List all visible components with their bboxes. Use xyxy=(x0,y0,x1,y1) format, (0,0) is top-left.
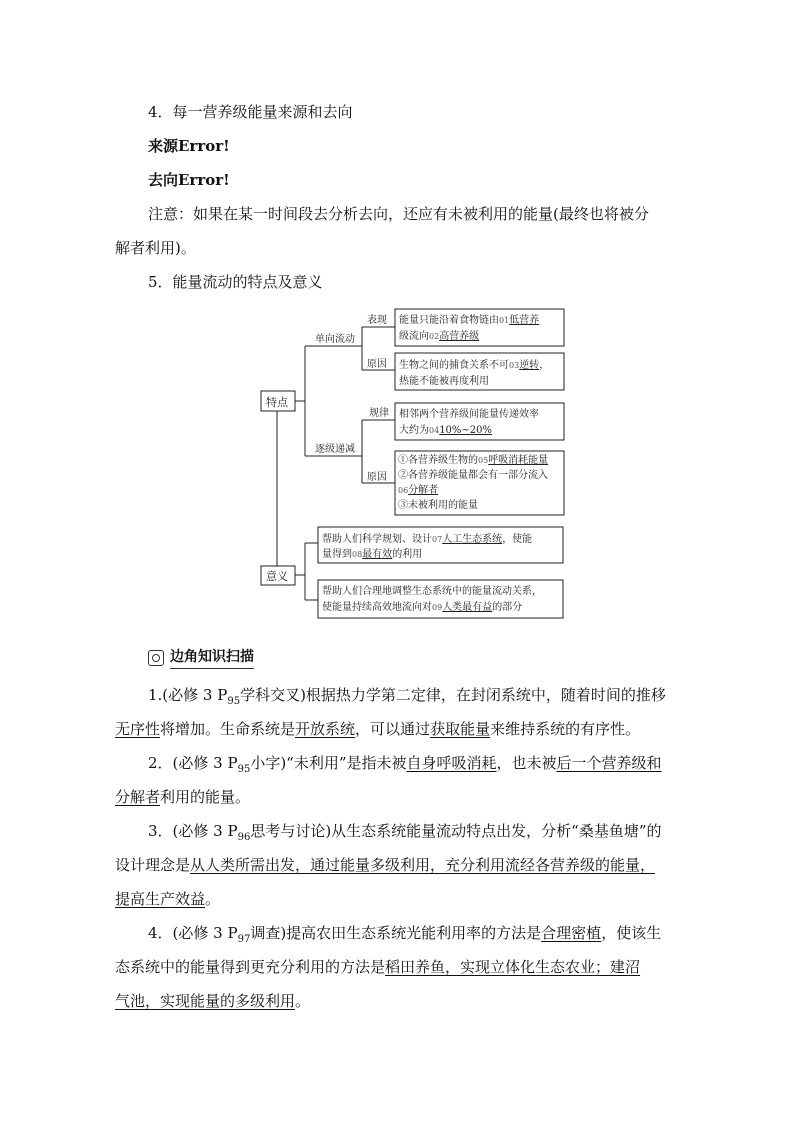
energy-flow-diagram xyxy=(0,300,794,640)
svg-text:能量只能沿着食物链由01低营养: 能量只能沿着食物链由01低营养 xyxy=(399,315,540,326)
svg-text:帮助人们合理地调整生态系统中的能量流动关系，: 帮助人们合理地调整生态系统中的能量流动关系， xyxy=(322,586,542,597)
svg-text:热能不能被再度利用: 热能不能被再度利用 xyxy=(399,376,489,387)
item-2-line-2: 分解者利用的能量。 xyxy=(115,788,251,806)
section-title: 边角知识扫描 xyxy=(170,646,254,669)
item-2-line-1: 2．(必修 3 $P_{95}$小字)“未利用”是指未被自身呼吸消耗，也未被后一个营养级和 xyxy=(148,754,662,775)
svg-text:③未被利用的能量: ③未被利用的能量 xyxy=(398,500,478,511)
note-line-1: 注意：如果在某一时间段去分析去向，还应有未被利用的能量(最终也将被分 xyxy=(148,205,649,223)
label-reason-2: 原因 xyxy=(367,472,387,483)
svg-text:级流向02高营养级: 级流向02高营养级 xyxy=(399,331,480,342)
item-4-line-2: 态系统中的能量得到更充分利用的方法是稻田养鱼，实现立体化生态农业；建沼 xyxy=(115,958,641,976)
branch-one-way: 单向流动 xyxy=(315,334,355,345)
item-4-line-3: 气池，实现能量的多级利用。 xyxy=(115,992,311,1010)
magnifier-icon xyxy=(148,650,164,666)
svg-text:②各营养级能量都会有一部分流入: ②各营养级能量都会有一部分流入 xyxy=(398,470,548,481)
heading-5: 5．能量流动的特点及意义 xyxy=(148,273,323,291)
svg-text:使能量持续高效地流向对09人类最有益的部分: 使能量持续高效地流向对09人类最有益的部分 xyxy=(322,602,523,613)
section-heading xyxy=(148,646,254,669)
meaning-label: 意义 xyxy=(266,570,288,583)
source-line: 来源Error! xyxy=(148,137,230,155)
destination-line: 去向Error! xyxy=(148,171,230,189)
svg-text:06分解者: 06分解者 xyxy=(398,485,439,496)
item-4-line-1: 4．(必修 3 $P_{97}$调查)提高农田生态系统光能利用率的方法是合理密植，使该生 xyxy=(148,924,662,945)
label-performance: 表现 xyxy=(367,315,387,326)
label-reason-1: 原因 xyxy=(367,359,387,370)
item-1-line-2: 无序性将增加。生命系统是开放系统，可以通过获取能量来维持系统的有序性。 xyxy=(115,720,641,738)
svg-text:量得到08最有效的利用: 量得到08最有效的利用 xyxy=(322,549,423,560)
svg-text:相邻两个营养级间能量传递效率: 相邻两个营养级间能量传递效率 xyxy=(399,409,539,420)
note-line-2: 解者利用)。 xyxy=(115,239,196,257)
heading-4: 4．每一营养级能量来源和去向 xyxy=(148,103,353,121)
svg-text:生物之间的捕食关系不可03逆转，: 生物之间的捕食关系不可03逆转， xyxy=(399,360,550,371)
branch-decrease: 逐级递减 xyxy=(315,444,355,455)
root-label: 特点 xyxy=(266,396,288,409)
label-rule: 规律 xyxy=(369,408,389,419)
item-3-line-2: 设计理念是从人类所需出发，通过能量多级利用，充分利用流经各营养级的能量， xyxy=(115,856,656,874)
svg-text:大约为0410%~20%: 大约为0410%~20% xyxy=(399,425,493,436)
item-3-line-1: 3．(必修 3 $P_{96}$思考与讨论)从生态系统能量流动特点出发，分析“桑基鱼塘”的 xyxy=(148,822,662,843)
item-3-line-3: 提高生产效益。 xyxy=(115,890,221,908)
svg-text:①各营养级生物的05呼吸消耗能量: ①各营养级生物的05呼吸消耗能量 xyxy=(398,455,549,466)
item-1-line-1: 1.(必修 3 $P_{95}$学科交叉)根据热力学第二定律，在封闭系统中，随着时间的推移 xyxy=(148,686,666,707)
svg-text:帮助人们科学规划、设计07人工生态系统，使能: 帮助人们科学规划、设计07人工生态系统，使能 xyxy=(322,534,533,545)
